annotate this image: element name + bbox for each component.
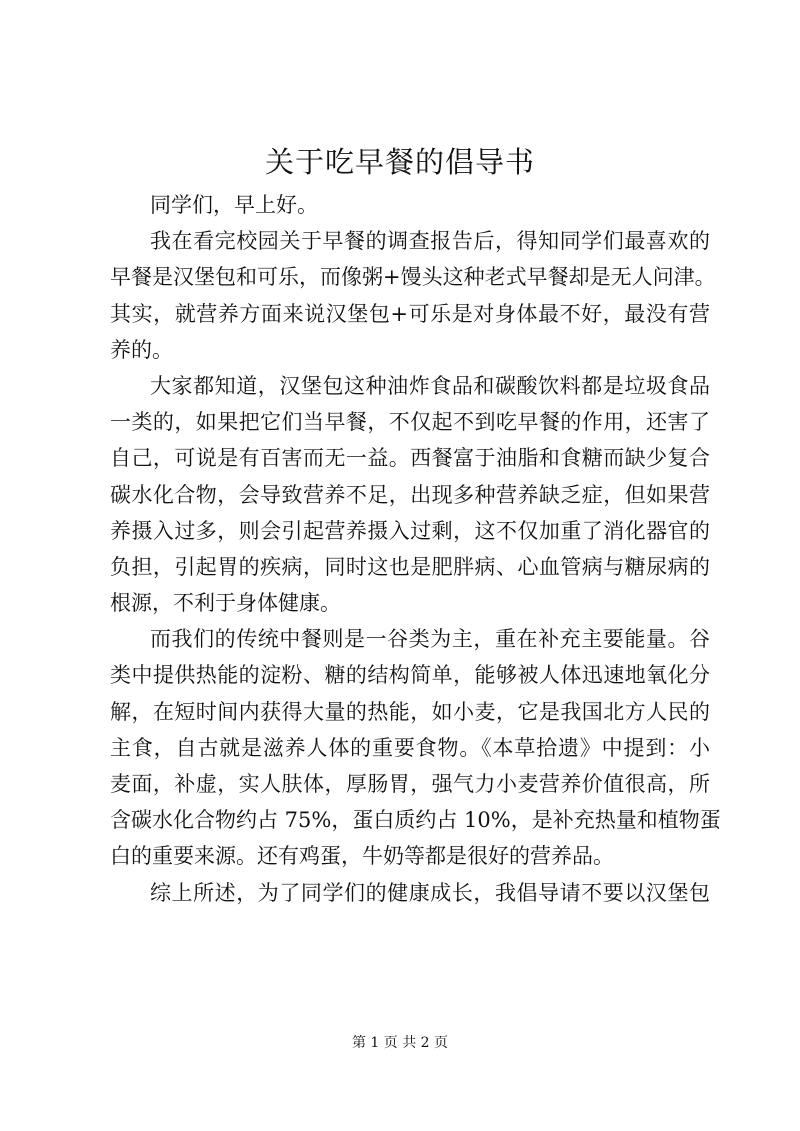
paragraph-line: 综上所述，为了同学们的健康成长，我倡导请不要以汉堡包 <box>150 880 710 905</box>
paragraph-line: 碳水化合物，会导致营养不足，出现多种营养缺乏症，但如果营 <box>110 482 710 507</box>
paragraph-line: 而我们的传统中餐则是一谷类为主，重在补充主要能量。谷 <box>150 627 710 652</box>
paragraph-line: 根源，不利于身体健康。 <box>110 591 341 616</box>
paragraph-line: 自己，可说是有百害而无一益。西餐富于油脂和食糖而缺少复合 <box>110 446 710 471</box>
page-footer: 第 1 页 共 2 页 <box>351 1035 449 1051</box>
paragraph-line: 解，在短时间内获得大量的热能，如小麦，它是我国北方人民的 <box>110 699 710 724</box>
paragraph-line: 白的重要来源。还有鸡蛋，牛奶等都是很好的营养品。 <box>110 844 614 869</box>
paragraph-line: 同学们，早上好。 <box>150 193 318 217</box>
paragraph-line: 其实，就营养方面来说汉堡包+可乐是对身体最不好，最没有营 <box>110 301 710 326</box>
paragraph-line: 早餐是汉堡包和可乐，而像粥+馒头这种老式早餐却是无人问津。 <box>110 265 716 290</box>
paragraph-line: 养摄入过多，则会引起营养摄入过剩，这不仅加重了消化器官的 <box>110 518 710 543</box>
paragraph-line: 类中提供热能的淀粉、糖的结构简单，能够被人体迅速地氧化分 <box>110 663 710 688</box>
paragraph-line: 主食，自古就是滋养人体的重要食物。《本草拾遗》中提到：小 <box>110 735 710 760</box>
paragraph-line: 大家都知道，汉堡包这种油炸食品和碳酸饮料都是垃圾食品 <box>150 373 710 398</box>
paragraph-line: 负担，引起胃的疾病，同时这也是肥胖病、心血管病与糖尿病的 <box>110 554 710 579</box>
paragraph-line: 养的。 <box>110 337 173 362</box>
paragraph-line: 含碳水化合物约占 75%，蛋白质约占 10%，是补充热量和植物蛋 <box>110 808 721 833</box>
document-title: 关于吃早餐的倡导书 <box>264 145 535 179</box>
paragraph-line: 一类的，如果把它们当早餐，不仅起不到吃早餐的作用，还害了 <box>110 410 710 435</box>
document-body <box>110 187 721 911</box>
paragraph-line: 我在看完校园关于早餐的调查报告后，得知同学们最喜欢的 <box>150 229 710 254</box>
paragraph-line: 麦面，补虚，实人肤体，厚肠胃，强气力小麦营养价值很高，所 <box>110 772 710 796</box>
